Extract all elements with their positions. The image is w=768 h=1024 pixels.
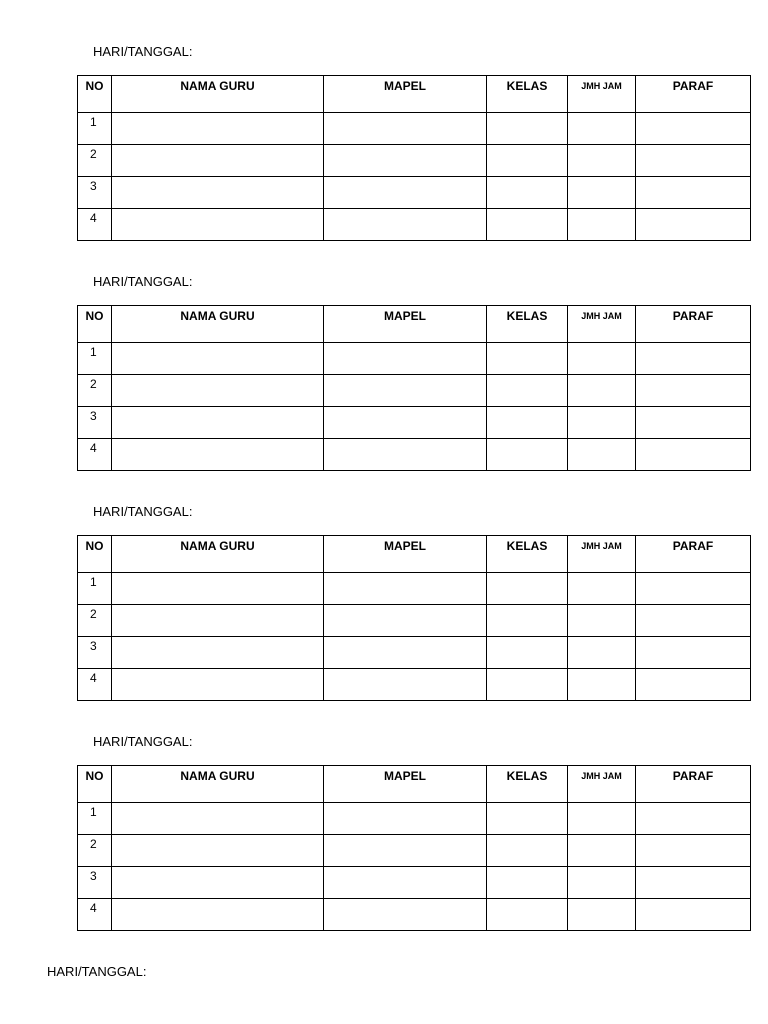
header-nama-guru: NAMA GURU [112, 536, 324, 573]
header-no: NO [78, 766, 112, 803]
header-kelas: KELAS [487, 766, 568, 803]
header-nama-guru: NAMA GURU [112, 76, 324, 113]
table-row [78, 375, 751, 407]
cell-nama-guru[interactable] [112, 669, 324, 701]
cell-paraf[interactable] [636, 177, 751, 209]
header-kelas: KELAS [487, 536, 568, 573]
header-no: NO [78, 306, 112, 343]
cell-jmh-jam[interactable] [568, 899, 636, 931]
cell-jmh-jam[interactable] [568, 803, 636, 835]
cell-paraf[interactable] [636, 669, 751, 701]
cell-paraf[interactable] [636, 375, 751, 407]
header-jmh-jam: JMH JAM [568, 76, 636, 113]
cell-nama-guru[interactable] [112, 145, 324, 177]
header-paraf: PARAF [636, 306, 751, 343]
cell-nama-guru[interactable] [112, 113, 324, 145]
cell-jmh-jam[interactable] [568, 113, 636, 145]
schedule-table [77, 765, 751, 931]
cell-mapel[interactable] [324, 113, 487, 145]
date-label: HARI/TANGGAL: [93, 734, 193, 749]
header-no: NO [78, 536, 112, 573]
table-row [78, 177, 751, 209]
cell-mapel[interactable] [324, 407, 487, 439]
row-number: 1 [78, 573, 112, 605]
cell-paraf[interactable] [636, 803, 751, 835]
cell-kelas[interactable] [487, 177, 568, 209]
cell-nama-guru[interactable] [112, 867, 324, 899]
table-row [78, 573, 751, 605]
row-number: 2 [78, 605, 112, 637]
table-row [78, 407, 751, 439]
cell-mapel[interactable] [324, 669, 487, 701]
row-number: 3 [78, 867, 112, 899]
cell-jmh-jam[interactable] [568, 145, 636, 177]
cell-jmh-jam[interactable] [568, 439, 636, 471]
cell-kelas[interactable] [487, 835, 568, 867]
cell-nama-guru[interactable] [112, 209, 324, 241]
row-number: 4 [78, 209, 112, 241]
cell-jmh-jam[interactable] [568, 209, 636, 241]
table-row [78, 113, 751, 145]
cell-jmh-jam[interactable] [568, 407, 636, 439]
table-header-row [78, 766, 751, 803]
cell-nama-guru[interactable] [112, 439, 324, 471]
row-number: 3 [78, 637, 112, 669]
cell-kelas[interactable] [487, 375, 568, 407]
table-row [78, 343, 751, 375]
cell-nama-guru[interactable] [112, 177, 324, 209]
table-row [78, 669, 751, 701]
cell-jmh-jam[interactable] [568, 573, 636, 605]
cell-paraf[interactable] [636, 113, 751, 145]
table-row [78, 145, 751, 177]
cell-paraf[interactable] [636, 605, 751, 637]
schedule-table [77, 305, 751, 471]
header-jmh-jam: JMH JAM [568, 306, 636, 343]
header-paraf: PARAF [636, 76, 751, 113]
header-paraf: PARAF [636, 766, 751, 803]
cell-paraf[interactable] [636, 637, 751, 669]
cell-nama-guru[interactable] [112, 835, 324, 867]
row-number: 1 [78, 343, 112, 375]
cell-nama-guru[interactable] [112, 343, 324, 375]
cell-paraf[interactable] [636, 835, 751, 867]
row-number: 3 [78, 407, 112, 439]
cell-paraf[interactable] [636, 899, 751, 931]
cell-mapel[interactable] [324, 835, 487, 867]
cell-jmh-jam[interactable] [568, 343, 636, 375]
cell-nama-guru[interactable] [112, 375, 324, 407]
cell-nama-guru[interactable] [112, 803, 324, 835]
cell-kelas[interactable] [487, 803, 568, 835]
cell-nama-guru[interactable] [112, 605, 324, 637]
cell-mapel[interactable] [324, 439, 487, 471]
cell-kelas[interactable] [487, 439, 568, 471]
cell-nama-guru[interactable] [112, 407, 324, 439]
cell-kelas[interactable] [487, 145, 568, 177]
header-paraf: PARAF [636, 536, 751, 573]
cell-paraf[interactable] [636, 343, 751, 375]
cell-mapel[interactable] [324, 375, 487, 407]
cell-kelas[interactable] [487, 669, 568, 701]
cell-jmh-jam[interactable] [568, 177, 636, 209]
cell-mapel[interactable] [324, 209, 487, 241]
date-label: HARI/TANGGAL: [93, 504, 193, 519]
table-row [78, 439, 751, 471]
cell-jmh-jam[interactable] [568, 605, 636, 637]
header-mapel: MAPEL [324, 76, 487, 113]
cell-jmh-jam[interactable] [568, 867, 636, 899]
table-row [78, 605, 751, 637]
cell-nama-guru[interactable] [112, 637, 324, 669]
footer-date-label: HARI/TANGGAL: [47, 964, 147, 979]
header-jmh-jam: JMH JAM [568, 766, 636, 803]
header-mapel: MAPEL [324, 306, 487, 343]
cell-mapel[interactable] [324, 605, 487, 637]
cell-jmh-jam[interactable] [568, 637, 636, 669]
table-row [78, 637, 751, 669]
cell-paraf[interactable] [636, 209, 751, 241]
schedule-table [77, 535, 751, 701]
table-row [78, 835, 751, 867]
cell-jmh-jam[interactable] [568, 835, 636, 867]
row-number: 4 [78, 669, 112, 701]
cell-mapel[interactable] [324, 145, 487, 177]
row-number: 2 [78, 835, 112, 867]
header-mapel: MAPEL [324, 766, 487, 803]
cell-mapel[interactable] [324, 573, 487, 605]
row-number: 4 [78, 899, 112, 931]
row-number: 4 [78, 439, 112, 471]
table-row [78, 803, 751, 835]
cell-paraf[interactable] [636, 439, 751, 471]
cell-jmh-jam[interactable] [568, 669, 636, 701]
header-kelas: KELAS [487, 76, 568, 113]
date-label: HARI/TANGGAL: [93, 44, 193, 59]
cell-kelas[interactable] [487, 343, 568, 375]
cell-kelas[interactable] [487, 113, 568, 145]
header-nama-guru: NAMA GURU [112, 766, 324, 803]
cell-jmh-jam[interactable] [568, 375, 636, 407]
cell-kelas[interactable] [487, 209, 568, 241]
cell-paraf[interactable] [636, 407, 751, 439]
cell-kelas[interactable] [487, 899, 568, 931]
row-number: 2 [78, 375, 112, 407]
cell-mapel[interactable] [324, 867, 487, 899]
cell-paraf[interactable] [636, 145, 751, 177]
cell-mapel[interactable] [324, 803, 487, 835]
date-label: HARI/TANGGAL: [93, 274, 193, 289]
header-kelas: KELAS [487, 306, 568, 343]
cell-kelas[interactable] [487, 867, 568, 899]
cell-kelas[interactable] [487, 573, 568, 605]
cell-mapel[interactable] [324, 177, 487, 209]
header-jmh-jam: JMH JAM [568, 536, 636, 573]
cell-kelas[interactable] [487, 407, 568, 439]
header-no: NO [78, 76, 112, 113]
cell-paraf[interactable] [636, 867, 751, 899]
header-mapel: MAPEL [324, 536, 487, 573]
table-row [78, 209, 751, 241]
row-number: 3 [78, 177, 112, 209]
cell-nama-guru[interactable] [112, 899, 324, 931]
row-number: 1 [78, 803, 112, 835]
cell-mapel[interactable] [324, 637, 487, 669]
cell-nama-guru[interactable] [112, 573, 324, 605]
cell-kelas[interactable] [487, 637, 568, 669]
table-header-row [78, 76, 751, 113]
row-number: 1 [78, 113, 112, 145]
table-row [78, 899, 751, 931]
schedule-table [77, 75, 751, 241]
table-header-row [78, 306, 751, 343]
table-header-row [78, 536, 751, 573]
cell-kelas[interactable] [487, 605, 568, 637]
header-nama-guru: NAMA GURU [112, 306, 324, 343]
cell-mapel[interactable] [324, 899, 487, 931]
cell-mapel[interactable] [324, 343, 487, 375]
cell-paraf[interactable] [636, 573, 751, 605]
row-number: 2 [78, 145, 112, 177]
table-row [78, 867, 751, 899]
